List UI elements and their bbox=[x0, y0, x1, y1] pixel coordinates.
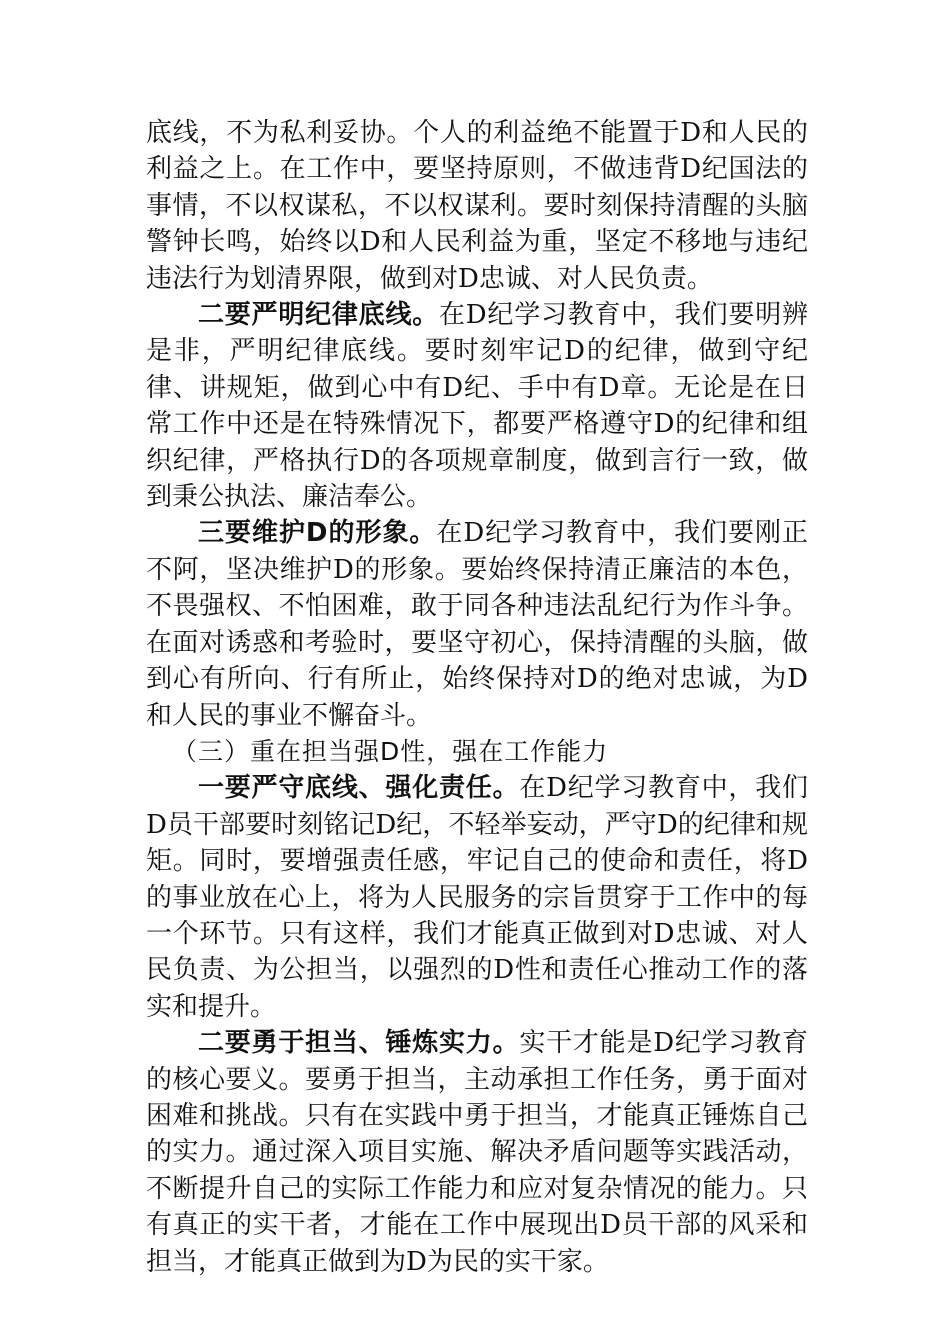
paragraph-continuation bbox=[146, 115, 808, 297]
paragraph-lead: 三要维护D的形象。 bbox=[198, 518, 437, 549]
paragraph-take-responsibility bbox=[146, 1025, 808, 1280]
paragraph-body: 实干才能是D纪学习教育的核心要义。要勇于担当，主动承担工作任务，勇于面对困难和挑战。只有在实践中勇于担当，才能真正锤炼自己的实力。通过深入项目实施、解决矛盾问题等实践活动，不断提升自己的实际工作能力和应对复杂情况的能力。只有真正的实干者，才能在工作中展现出D员干部的风采和担当，才能真正做到为D为民的实干家。 bbox=[146, 1028, 808, 1277]
paragraph-lead: 一要严守底线、强化责任。 bbox=[198, 773, 520, 804]
paragraph-lead: 二要严明纪律底线。 bbox=[198, 300, 440, 331]
document-page bbox=[146, 115, 808, 1280]
paragraph-lead: 二要勇于担当、锤炼实力。 bbox=[198, 1028, 520, 1059]
paragraph-body: 在D纪学习教育中，我们D员干部要时刻铭记D纪，不轻举妄动，严守D的纪律和规矩。同时，要增强责任感，牢记自己的使命和责任，将D的事业放在心上，将为人民服务的宗旨贯穿于工作中的每一个环节。只有这样，我们才能真正做到对D忠诚、对人民负责、为公担当，以强烈的D性和责任心推动工作的落实和提升。 bbox=[146, 773, 808, 1022]
paragraph-responsibility bbox=[146, 770, 808, 1025]
paragraph-body: 在D纪学习教育中，我们要刚正不阿，坚决维护D的形象。要始终保持清正廉洁的本色，不畏强权、不怕困难，敢于同各种违法乱纪行为作斗争。在面对诱惑和考验时，要坚守初心，保持清醒的头脑，做到心有所向、行有所止，始终保持对D的绝对忠诚，为D和人民的事业不懈奋斗。 bbox=[146, 518, 808, 731]
paragraph-body: 底线，不为私利妥协。个人的利益绝不能置于D和人民的利益之上。在工作中，要坚持原则，不做违背D纪国法的事情，不以权谋私，不以权谋利。要时刻保持清醒的头脑警钟长鸣，始终以D和人民利益为重，坚定不移地与违纪违法行为划清界限，做到对D忠诚、对人民负责。 bbox=[146, 118, 808, 294]
section-heading: （三）重在担当强D性，强在工作能力 bbox=[172, 736, 609, 766]
paragraph-discipline-bottom-line bbox=[146, 297, 808, 515]
paragraph-body: 在D纪学习教育中，我们要明辨是非，严明纪律底线。要时刻牢记D的纪律，做到守纪律、讲规矩，做到心中有D纪、手中有D章。无论是在日常工作中还是在特殊情况下，都要严格遵守D的纪律和组织纪律，严格执行D的各项规章制度，做到言行一致，做到秉公执法、廉洁奉公。 bbox=[146, 300, 808, 513]
paragraph-maintain-image bbox=[146, 515, 808, 733]
